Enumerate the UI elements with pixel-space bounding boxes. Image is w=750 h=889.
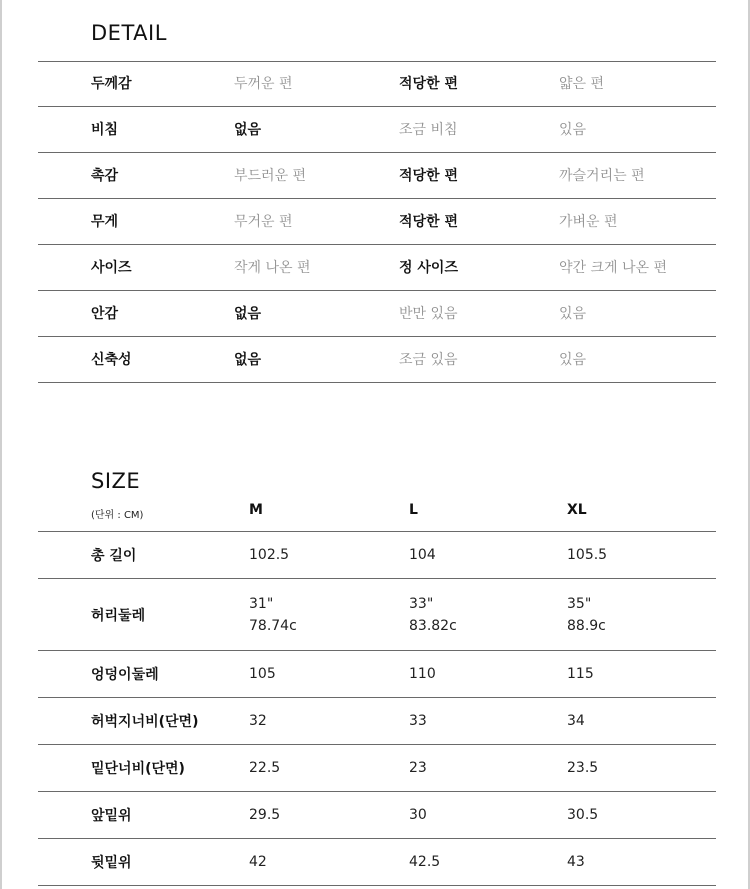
size-value: 22.5 (249, 760, 281, 776)
size-value-cm: 83.82c (409, 617, 457, 634)
detail-option: 까슬거리는 편 (559, 168, 645, 184)
detail-table (38, 61, 716, 383)
size-value: 110 (409, 666, 436, 682)
size-value: 29.5 (249, 807, 281, 823)
size-value: 34 (567, 713, 585, 729)
detail-option: 있음 (559, 352, 587, 368)
size-row-label: 뒷밑위 (91, 855, 132, 871)
detail-option-selected: 없음 (234, 352, 262, 368)
detail-option-selected: 없음 (234, 306, 262, 322)
size-table (38, 532, 716, 886)
size-value: 102.5 (249, 547, 290, 563)
detail-row-label: 두께감 (91, 76, 132, 92)
size-value-inch: 31" (249, 595, 274, 612)
size-column-l: L (409, 502, 418, 518)
size-row-thigh (38, 698, 716, 745)
size-row-hip (38, 651, 716, 698)
size-row-label: 엉덩이둘레 (91, 667, 159, 683)
detail-option: 부드러운 편 (234, 168, 307, 184)
detail-row-label: 촉감 (91, 168, 119, 184)
detail-option: 조금 비침 (399, 122, 458, 138)
detail-option: 작게 나온 편 (234, 260, 311, 276)
detail-option: 약간 크게 나온 편 (559, 260, 668, 276)
size-row-label: 총 길이 (91, 548, 137, 564)
detail-row-stretch (38, 337, 716, 383)
detail-option: 무거운 편 (234, 214, 293, 230)
detail-option-selected: 적당한 편 (399, 168, 458, 184)
detail-option-selected: 정 사이즈 (399, 260, 458, 276)
detail-row-label: 안감 (91, 306, 119, 322)
size-value: 33 (409, 713, 427, 729)
size-value: 23 (409, 760, 427, 776)
detail-option: 있음 (559, 122, 587, 138)
detail-row-weight (38, 199, 716, 245)
size-value: 43 (567, 854, 585, 870)
size-row-total-length (38, 532, 716, 579)
detail-option-selected: 없음 (234, 122, 262, 138)
size-value: 115 (567, 666, 594, 682)
size-table-header (38, 498, 716, 532)
size-value: 23.5 (567, 760, 599, 776)
size-row-waist (38, 579, 716, 651)
detail-row-label: 무게 (91, 214, 119, 230)
size-column-xl: XL (567, 502, 587, 518)
detail-row-label: 사이즈 (91, 260, 132, 276)
size-row-hem (38, 745, 716, 792)
size-value-stack (249, 579, 297, 650)
detail-option: 조금 있음 (399, 352, 458, 368)
size-value: 42.5 (409, 854, 441, 870)
size-value: 30.5 (567, 807, 599, 823)
size-value-stack (567, 579, 606, 650)
size-row-label: 앞밑위 (91, 808, 132, 824)
size-value-inch: 35" (567, 595, 592, 612)
size-value: 104 (409, 547, 436, 563)
detail-section-title: DETAIL (91, 21, 167, 45)
size-value: 105.5 (567, 547, 608, 563)
detail-option: 두꺼운 편 (234, 76, 293, 92)
size-row-label: 허리둘레 (91, 607, 146, 624)
size-value: 30 (409, 807, 427, 823)
detail-row-fit (38, 245, 716, 291)
detail-row-label: 비침 (91, 122, 119, 138)
size-value: 32 (249, 713, 267, 729)
detail-row-sheerness (38, 107, 716, 153)
size-value-stack (409, 579, 457, 650)
size-section-title: SIZE (91, 469, 141, 493)
size-row-label: 허벅지너비(단면) (91, 714, 199, 730)
detail-row-label: 신축성 (91, 352, 132, 368)
size-value: 42 (249, 854, 267, 870)
detail-row-texture (38, 153, 716, 199)
size-value: 105 (249, 666, 276, 682)
detail-option: 반만 있음 (399, 306, 458, 322)
size-row-front-rise (38, 792, 716, 839)
size-value-inch: 33" (409, 595, 434, 612)
detail-option-selected: 적당한 편 (399, 76, 458, 92)
detail-row-thickness (38, 61, 716, 107)
size-row-back-rise (38, 839, 716, 886)
detail-row-lining (38, 291, 716, 337)
detail-option: 가벼운 편 (559, 214, 618, 230)
detail-option: 얇은 편 (559, 76, 605, 92)
size-row-label: 밑단너비(단면) (91, 761, 185, 777)
size-unit-label: (단위 : CM) (91, 510, 144, 521)
size-value-cm: 78.74c (249, 617, 297, 634)
size-value-cm: 88.9c (567, 617, 606, 634)
detail-option: 있음 (559, 306, 587, 322)
detail-option-selected: 적당한 편 (399, 214, 458, 230)
size-column-m: M (249, 502, 263, 518)
